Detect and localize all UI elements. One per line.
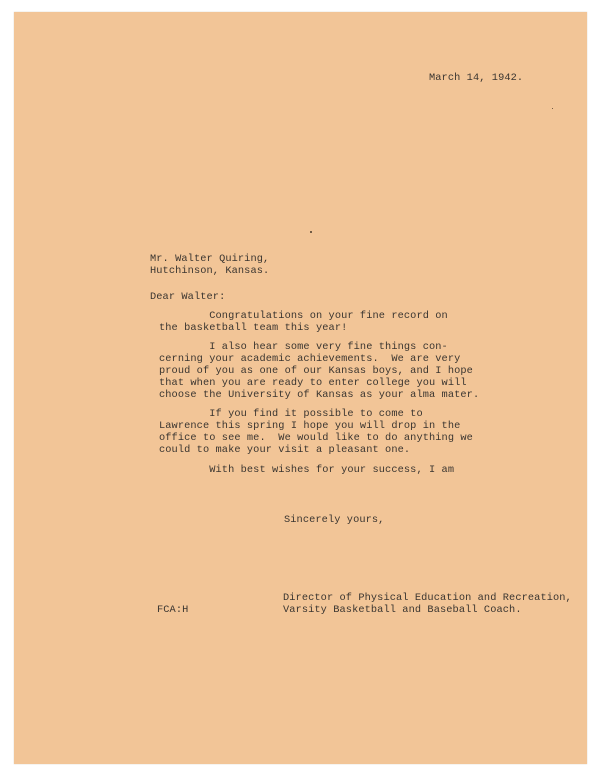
- body-line: the basketball team this year!: [159, 322, 348, 334]
- paper-speck: [552, 108, 553, 109]
- recipient-location: Hutchinson, Kansas.: [150, 265, 270, 277]
- typist-initials: FCA:H: [157, 604, 189, 616]
- body-line: that when you are ready to enter college you will: [159, 377, 467, 389]
- body-line: choose the University of Kansas as your alma mater.: [159, 389, 480, 401]
- body-line: Congratulations on your fine record on: [159, 310, 448, 322]
- signature-title-line: Varsity Basketball and Baseball Coach.: [283, 604, 522, 616]
- recipient-name: Mr. Walter Quiring,: [150, 253, 270, 265]
- closing: Sincerely yours,: [284, 514, 385, 526]
- letter-date: March 14, 1942.: [429, 72, 524, 84]
- body-line: cerning your academic achievements. We are very: [159, 353, 461, 365]
- body-line: If you find it possible to come to: [159, 408, 423, 420]
- body-line: office to see me. We would like to do anything we: [159, 432, 473, 444]
- salutation: Dear Walter:: [150, 291, 226, 303]
- body-line: With best wishes for your success, I am: [159, 464, 455, 476]
- body-line: Lawrence this spring I hope you will drop in the: [159, 420, 461, 432]
- letter-page: [14, 12, 587, 764]
- paper-speck: [310, 231, 312, 233]
- body-line: proud of you as one of our Kansas boys, and I hope: [159, 365, 473, 377]
- signature-title-line: Director of Physical Education and Recreation,: [283, 592, 572, 604]
- body-line: I also hear some very fine things con-: [159, 341, 448, 353]
- body-line: could to make your visit a pleasant one.: [159, 444, 411, 456]
